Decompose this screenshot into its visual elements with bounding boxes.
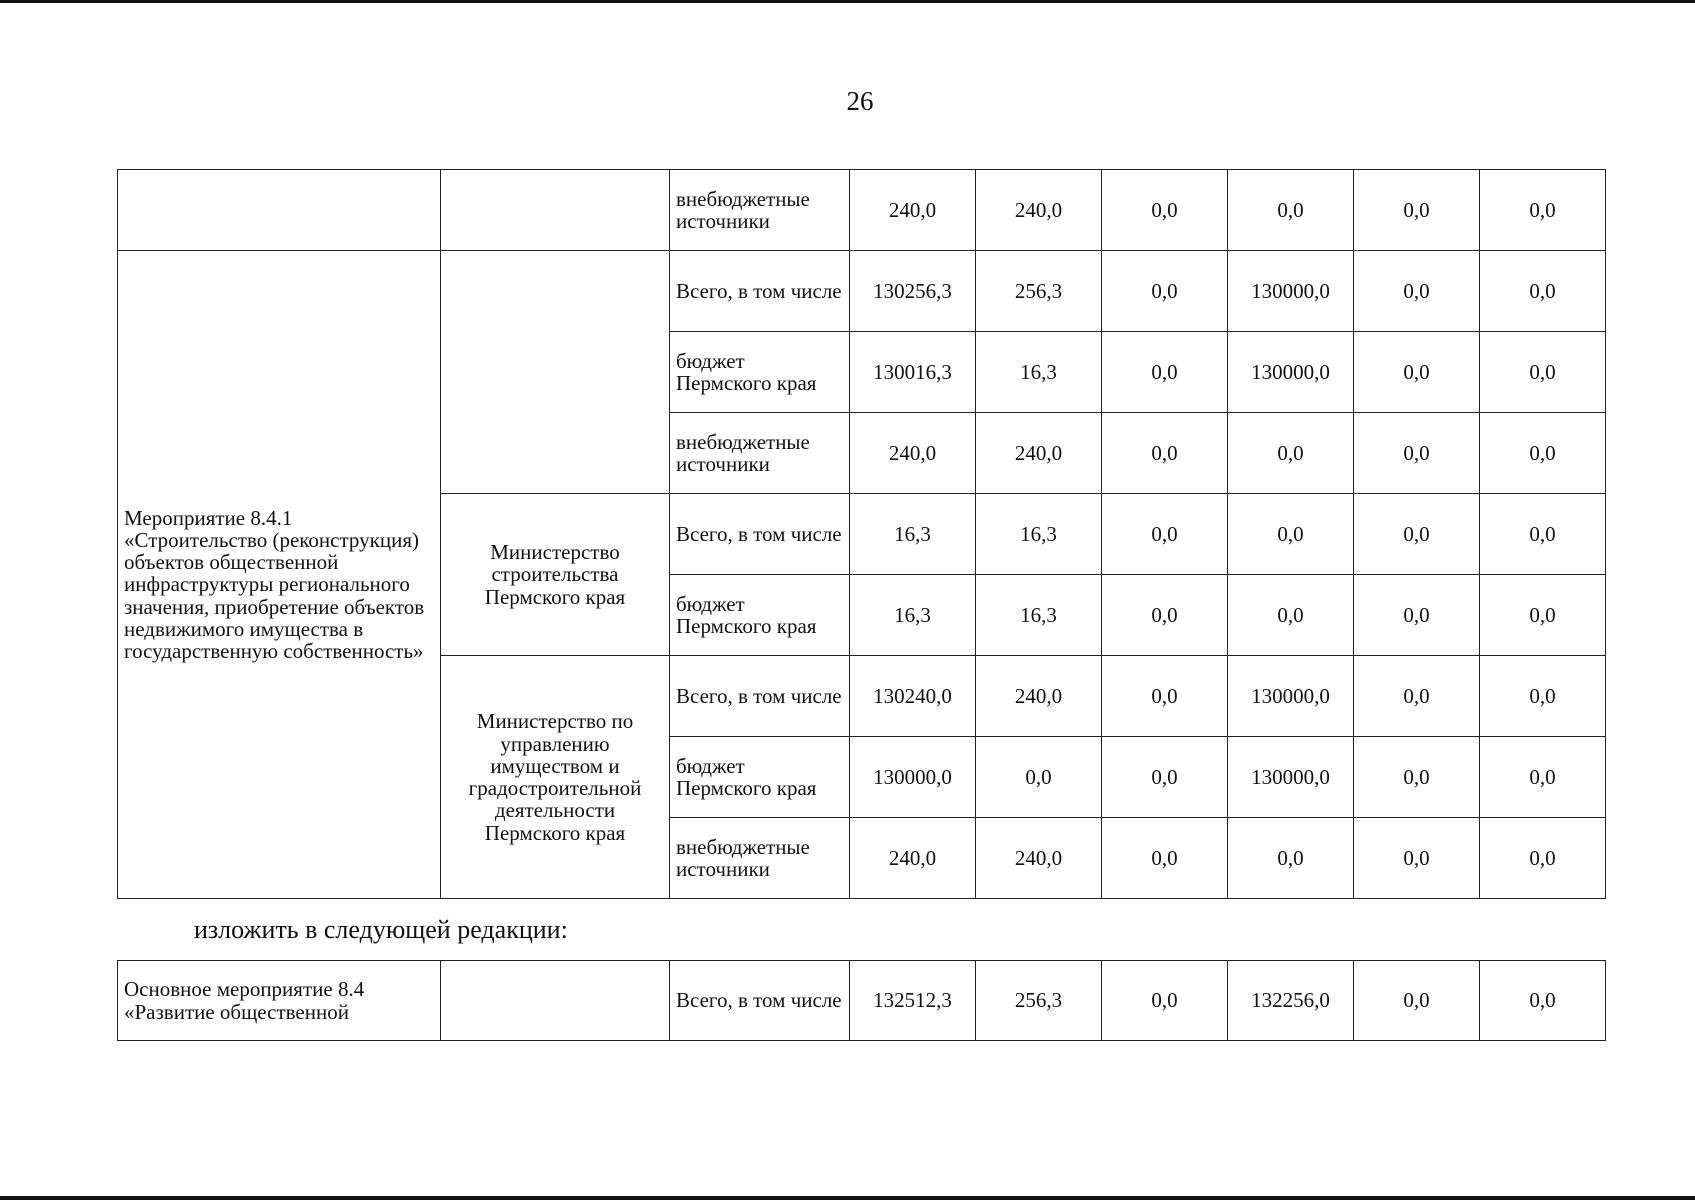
value-cell: 0,0 [1102, 737, 1228, 818]
value-cell: 130016,3 [850, 332, 976, 413]
value-cell: 0,0 [1228, 494, 1354, 575]
value-cell: 0,0 [1480, 332, 1606, 413]
table-row [118, 961, 1606, 1041]
source-cell: Всего, в том числе [670, 251, 850, 332]
source-cell: бюджет Пермского края [670, 332, 850, 413]
value-cell: 0,0 [1480, 575, 1606, 656]
value-cell: 240,0 [850, 170, 976, 251]
value-cell: 16,3 [976, 494, 1102, 575]
value-cell: 0,0 [1480, 494, 1606, 575]
value-cell: 132256,0 [1228, 961, 1354, 1041]
activity-name-cell: Основное мероприятие 8.4 «Развитие общественной [118, 961, 441, 1041]
value-cell: 0,0 [1102, 332, 1228, 413]
table-row [118, 251, 1606, 332]
value-cell: 0,0 [1102, 413, 1228, 494]
value-cell: 0,0 [1102, 494, 1228, 575]
value-cell: 0,0 [1480, 251, 1606, 332]
value-cell: 240,0 [976, 413, 1102, 494]
value-cell: 16,3 [850, 575, 976, 656]
source-cell: внебюджетные источники [670, 170, 850, 251]
financing-table [117, 169, 1606, 899]
page-number: 26 [846, 86, 874, 116]
page-bottom-edge [0, 1196, 1695, 1200]
value-cell: 0,0 [1102, 961, 1228, 1041]
value-cell: 0,0 [1102, 251, 1228, 332]
source-cell: бюджет Пермского края [670, 737, 850, 818]
value-cell: 240,0 [976, 656, 1102, 737]
instruction-text: изложить в следующей редакции: [194, 915, 568, 944]
value-cell: 0,0 [1354, 575, 1480, 656]
source-cell: Всего, в том числе [670, 656, 850, 737]
value-cell: 0,0 [1354, 818, 1480, 899]
value-cell: 0,0 [1228, 170, 1354, 251]
value-cell: 130000,0 [1228, 656, 1354, 737]
value-cell: 16,3 [976, 332, 1102, 413]
value-cell: 0,0 [1480, 961, 1606, 1041]
value-cell: 256,3 [976, 251, 1102, 332]
value-cell: 130256,3 [850, 251, 976, 332]
value-cell: 0,0 [1102, 170, 1228, 251]
revised-financing-table [117, 960, 1606, 1041]
activity-name-cell [118, 170, 441, 251]
table-row [118, 170, 1606, 251]
executor-cell [441, 170, 670, 251]
value-cell: 0,0 [1354, 251, 1480, 332]
value-cell: 240,0 [850, 818, 976, 899]
value-cell: 0,0 [1354, 656, 1480, 737]
value-cell: 130000,0 [1228, 737, 1354, 818]
value-cell: 130240,0 [850, 656, 976, 737]
activity-name: Мероприятие 8.4.1 «Строительство (реконструкция) объектов общественной инфраструктуры регионального значения, приобретение объектов недвижимого имущества в государственную собственность» [124, 505, 425, 664]
executor-cell: Министерство по управлению имуществом и градостроительной деятельности Пермского края [441, 656, 670, 899]
executor-cell [441, 961, 670, 1041]
value-cell: 240,0 [850, 413, 976, 494]
value-cell: 16,3 [850, 494, 976, 575]
source-cell: Всего, в том числе [670, 961, 850, 1041]
value-cell: 0,0 [1480, 737, 1606, 818]
value-cell: 0,0 [1102, 818, 1228, 899]
value-cell: 16,3 [976, 575, 1102, 656]
value-cell: 0,0 [1354, 737, 1480, 818]
source-cell: внебюджетные источники [670, 818, 850, 899]
source-cell: Всего, в том числе [670, 494, 850, 575]
value-cell: 0,0 [1354, 494, 1480, 575]
executor-cell [441, 251, 670, 494]
value-cell: 240,0 [976, 170, 1102, 251]
value-cell: 240,0 [976, 818, 1102, 899]
source-cell: бюджет Пермского края [670, 575, 850, 656]
value-cell: 0,0 [1480, 413, 1606, 494]
source-cell: внебюджетные источники [670, 413, 850, 494]
value-cell: 0,0 [1228, 818, 1354, 899]
value-cell: 130000,0 [1228, 332, 1354, 413]
value-cell: 256,3 [976, 961, 1102, 1041]
executor-cell: Министерство строительства Пермского края [441, 494, 670, 656]
value-cell: 0,0 [1480, 818, 1606, 899]
value-cell: 0,0 [1480, 656, 1606, 737]
value-cell: 0,0 [1102, 575, 1228, 656]
value-cell: 0,0 [1354, 413, 1480, 494]
value-cell: 130000,0 [850, 737, 976, 818]
activity-name-cell [118, 251, 441, 899]
value-cell: 0,0 [1480, 170, 1606, 251]
value-cell: 0,0 [976, 737, 1102, 818]
value-cell: 0,0 [1102, 656, 1228, 737]
value-cell: 0,0 [1354, 170, 1480, 251]
value-cell: 0,0 [1354, 332, 1480, 413]
value-cell: 0,0 [1228, 413, 1354, 494]
value-cell: 130000,0 [1228, 251, 1354, 332]
value-cell: 132512,3 [850, 961, 976, 1041]
value-cell: 0,0 [1228, 575, 1354, 656]
page-top-edge [0, 0, 1695, 3]
value-cell: 0,0 [1354, 961, 1480, 1041]
